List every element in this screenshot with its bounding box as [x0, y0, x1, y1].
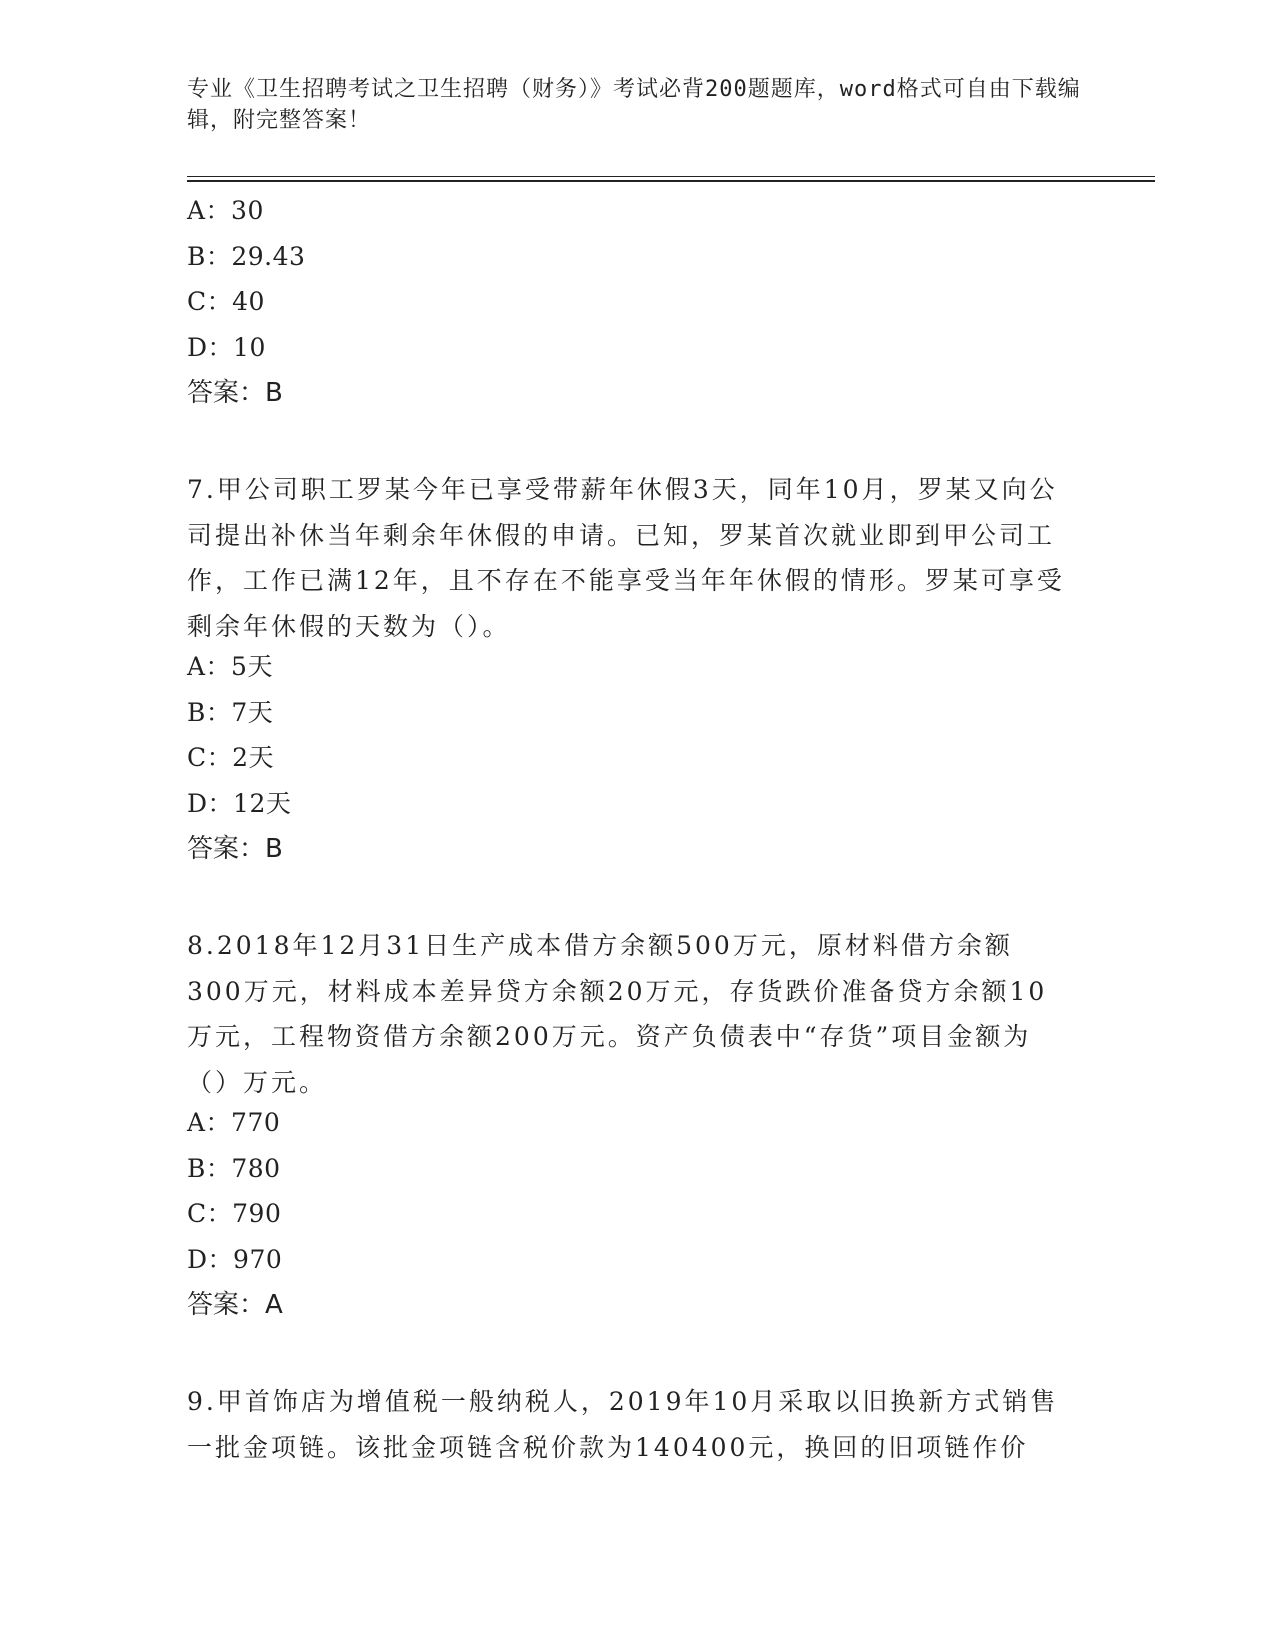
question-block-6 [187, 193, 1087, 415]
answer-line: 答案：B [187, 834, 283, 864]
option-c: C：790 [187, 1199, 282, 1228]
answer-line: 答案：A [187, 1290, 283, 1320]
question-block-7 [187, 467, 1087, 871]
question-text: 8.2018年12月31日生产成本借方余额500万元，原材料借方余额300万元，材料成本差异贷方余额20万元，存货跌价准备贷方余额10万元，工程物资借方余额200万元。资产负债表中“存货”项目金额为（）万元。 [187, 931, 1048, 1097]
question-text: 7.甲公司职工罗某今年已享受带薪年休假3天，同年10月，罗某又向公司提出补休当年剩余年休假的申请。已知，罗某首次就业即到甲公司工作，工作已满12年，且不存在不能享受当年年休假的情形。罗某可享受剩余年休假的天数为（）。 [187, 475, 1065, 641]
option-d: D：10 [187, 332, 266, 362]
question-block-9 [187, 1379, 1087, 1470]
answer-line: 答案：B [187, 378, 283, 408]
option-d: D：12天 [187, 788, 292, 818]
header-divider-thin [187, 176, 1155, 177]
option-c: C：2天 [187, 743, 275, 772]
document-header-title: 专业《卫生招聘考试之卫生招聘（财务）》考试必背200题题库，word格式可自由下载编辑，附完整答案！ [187, 77, 1081, 133]
option-b: B：29.43 [187, 241, 306, 271]
option-b: B：7天 [187, 697, 274, 727]
option-d: D：970 [187, 1244, 283, 1274]
question-block-8 [187, 923, 1087, 1327]
option-b: B：780 [187, 1153, 281, 1183]
document-body [187, 193, 1087, 1470]
question-text: 9.甲首饰店为增值税一般纳税人，2019年10月采取以旧换新方式销售一批金项链。该批金项链含税价款为140400元，换回的旧项链作价 [187, 1387, 1059, 1462]
option-a: A：30 [187, 196, 264, 225]
option-a: A：5天 [187, 652, 273, 681]
header-divider-thick [187, 180, 1155, 182]
option-c: C：40 [187, 287, 265, 316]
option-a: A：770 [187, 1108, 281, 1137]
